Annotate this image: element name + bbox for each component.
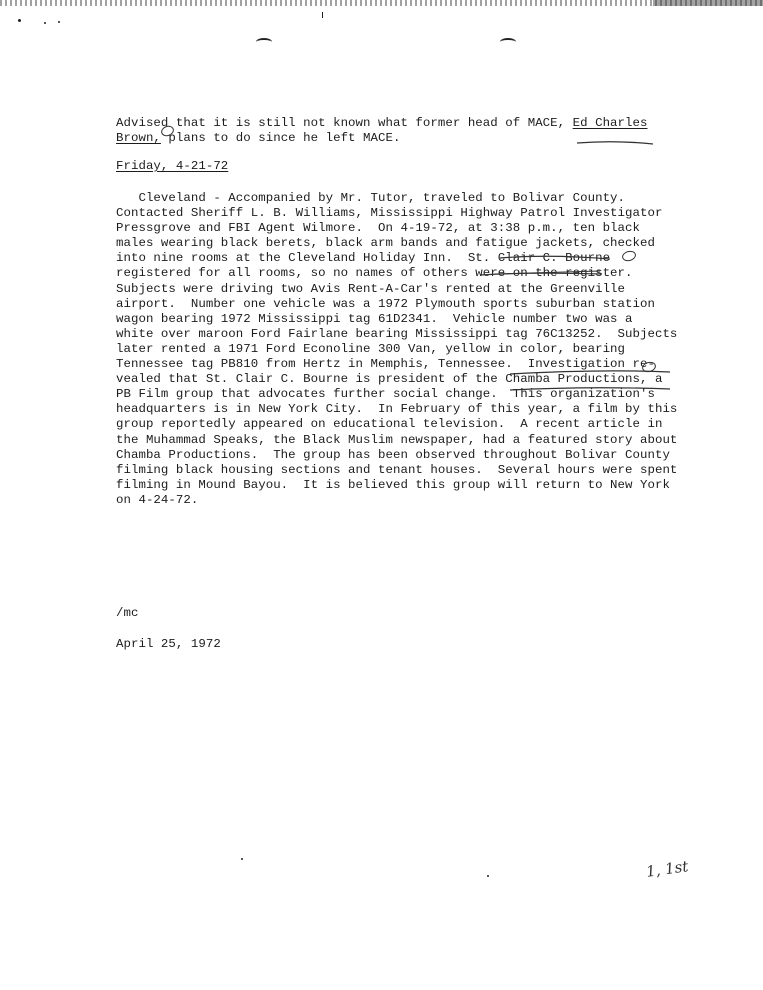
typist-initials: /mc xyxy=(116,606,139,620)
body-line: filming black housing sections and tenant houses. Several hours were spent xyxy=(116,462,678,477)
body-line: males wearing black berets, black arm bands and fatigue jackets, checked xyxy=(116,236,655,251)
body-line: Subjects were driving two Avis Rent-A-Car's rented at the Greenville xyxy=(116,281,626,296)
handwritten-underlines xyxy=(470,250,700,410)
intro-name-ed-charles: Ed Charles xyxy=(572,116,648,130)
report-date: April 25, 1972 xyxy=(116,637,221,651)
body-line: vealed that St. Clair C. Bourne is president of the Chamba Productions, a xyxy=(116,372,663,387)
body-line: airport. Number one vehicle was a 1972 Plymouth sports suburban station xyxy=(116,296,655,311)
body-line: filming in Mound Bayou. It is believed this group will return to New York xyxy=(116,477,670,492)
handwritten-underline xyxy=(575,140,655,146)
scan-speck xyxy=(241,858,243,860)
body-line: Cleveland - Accompanied by Mr. Tutor, traveled to Bolivar County. xyxy=(116,191,626,205)
body-line: Contacted Sheriff L. B. Williams, Mississippi Highway Patrol Investigator xyxy=(116,206,663,221)
scan-speck xyxy=(487,875,489,877)
intro-text-line-1: Advised that it is still not known what former head of MACE, xyxy=(116,116,573,130)
binder-hole-mark-left xyxy=(256,38,272,46)
top-edge-shadow xyxy=(653,0,763,6)
scan-speck xyxy=(44,22,46,24)
binder-hole-mark-right xyxy=(500,38,516,46)
body-line: Tennessee tag PB810 from Hertz in Memphis, Tennessee. Investigation re- xyxy=(116,357,655,372)
body-line: Pressgrove and FBI Agent Wilmore. On 4-19-72, at 3:38 p.m., ten black xyxy=(116,221,640,236)
body-line: Chamba Productions. The group has been observed throughout Bolivar County xyxy=(116,447,670,462)
body-line: registered for all rooms, so no names of others were on the register. xyxy=(116,266,633,281)
body-line: group reportedly appeared on educational television. A recent article in xyxy=(116,417,663,432)
body-line: white over maroon Ford Fairlane bearing Mississippi tag 76C13252. Subjects xyxy=(116,326,678,341)
scan-speck xyxy=(322,12,323,18)
top-edge-perforation xyxy=(0,0,763,6)
body-line: headquarters is in New York City. In February of this year, a film by this xyxy=(116,402,678,417)
scan-speck xyxy=(18,19,21,22)
body-line: PB Film group that advocates further social change. This organization's xyxy=(116,387,655,402)
intro-name-brown: Brown, xyxy=(116,131,161,146)
intro-text-line-2: plans to do since he left MACE. xyxy=(160,131,401,146)
date-heading: Friday, 4-21-72 xyxy=(116,159,229,173)
body-line: into nine rooms at the Cleveland Holiday Inn. St. Clair C. Bourne xyxy=(116,251,611,266)
body-line: wagon bearing 1972 Mississippi tag 61D2341. Vehicle number two was a xyxy=(116,311,633,326)
body-line: on 4-24-72. xyxy=(116,492,199,507)
handwritten-page-note: 1, 1st xyxy=(644,857,690,881)
intro-paragraph xyxy=(116,116,647,146)
body-line: later rented a 1971 Ford Econoline 300 Van, yellow in color, bearing xyxy=(116,341,626,356)
scan-speck xyxy=(58,21,60,23)
body-line: the Muhammad Speaks, the Black Muslim newspaper, had a featured story about xyxy=(116,432,678,447)
